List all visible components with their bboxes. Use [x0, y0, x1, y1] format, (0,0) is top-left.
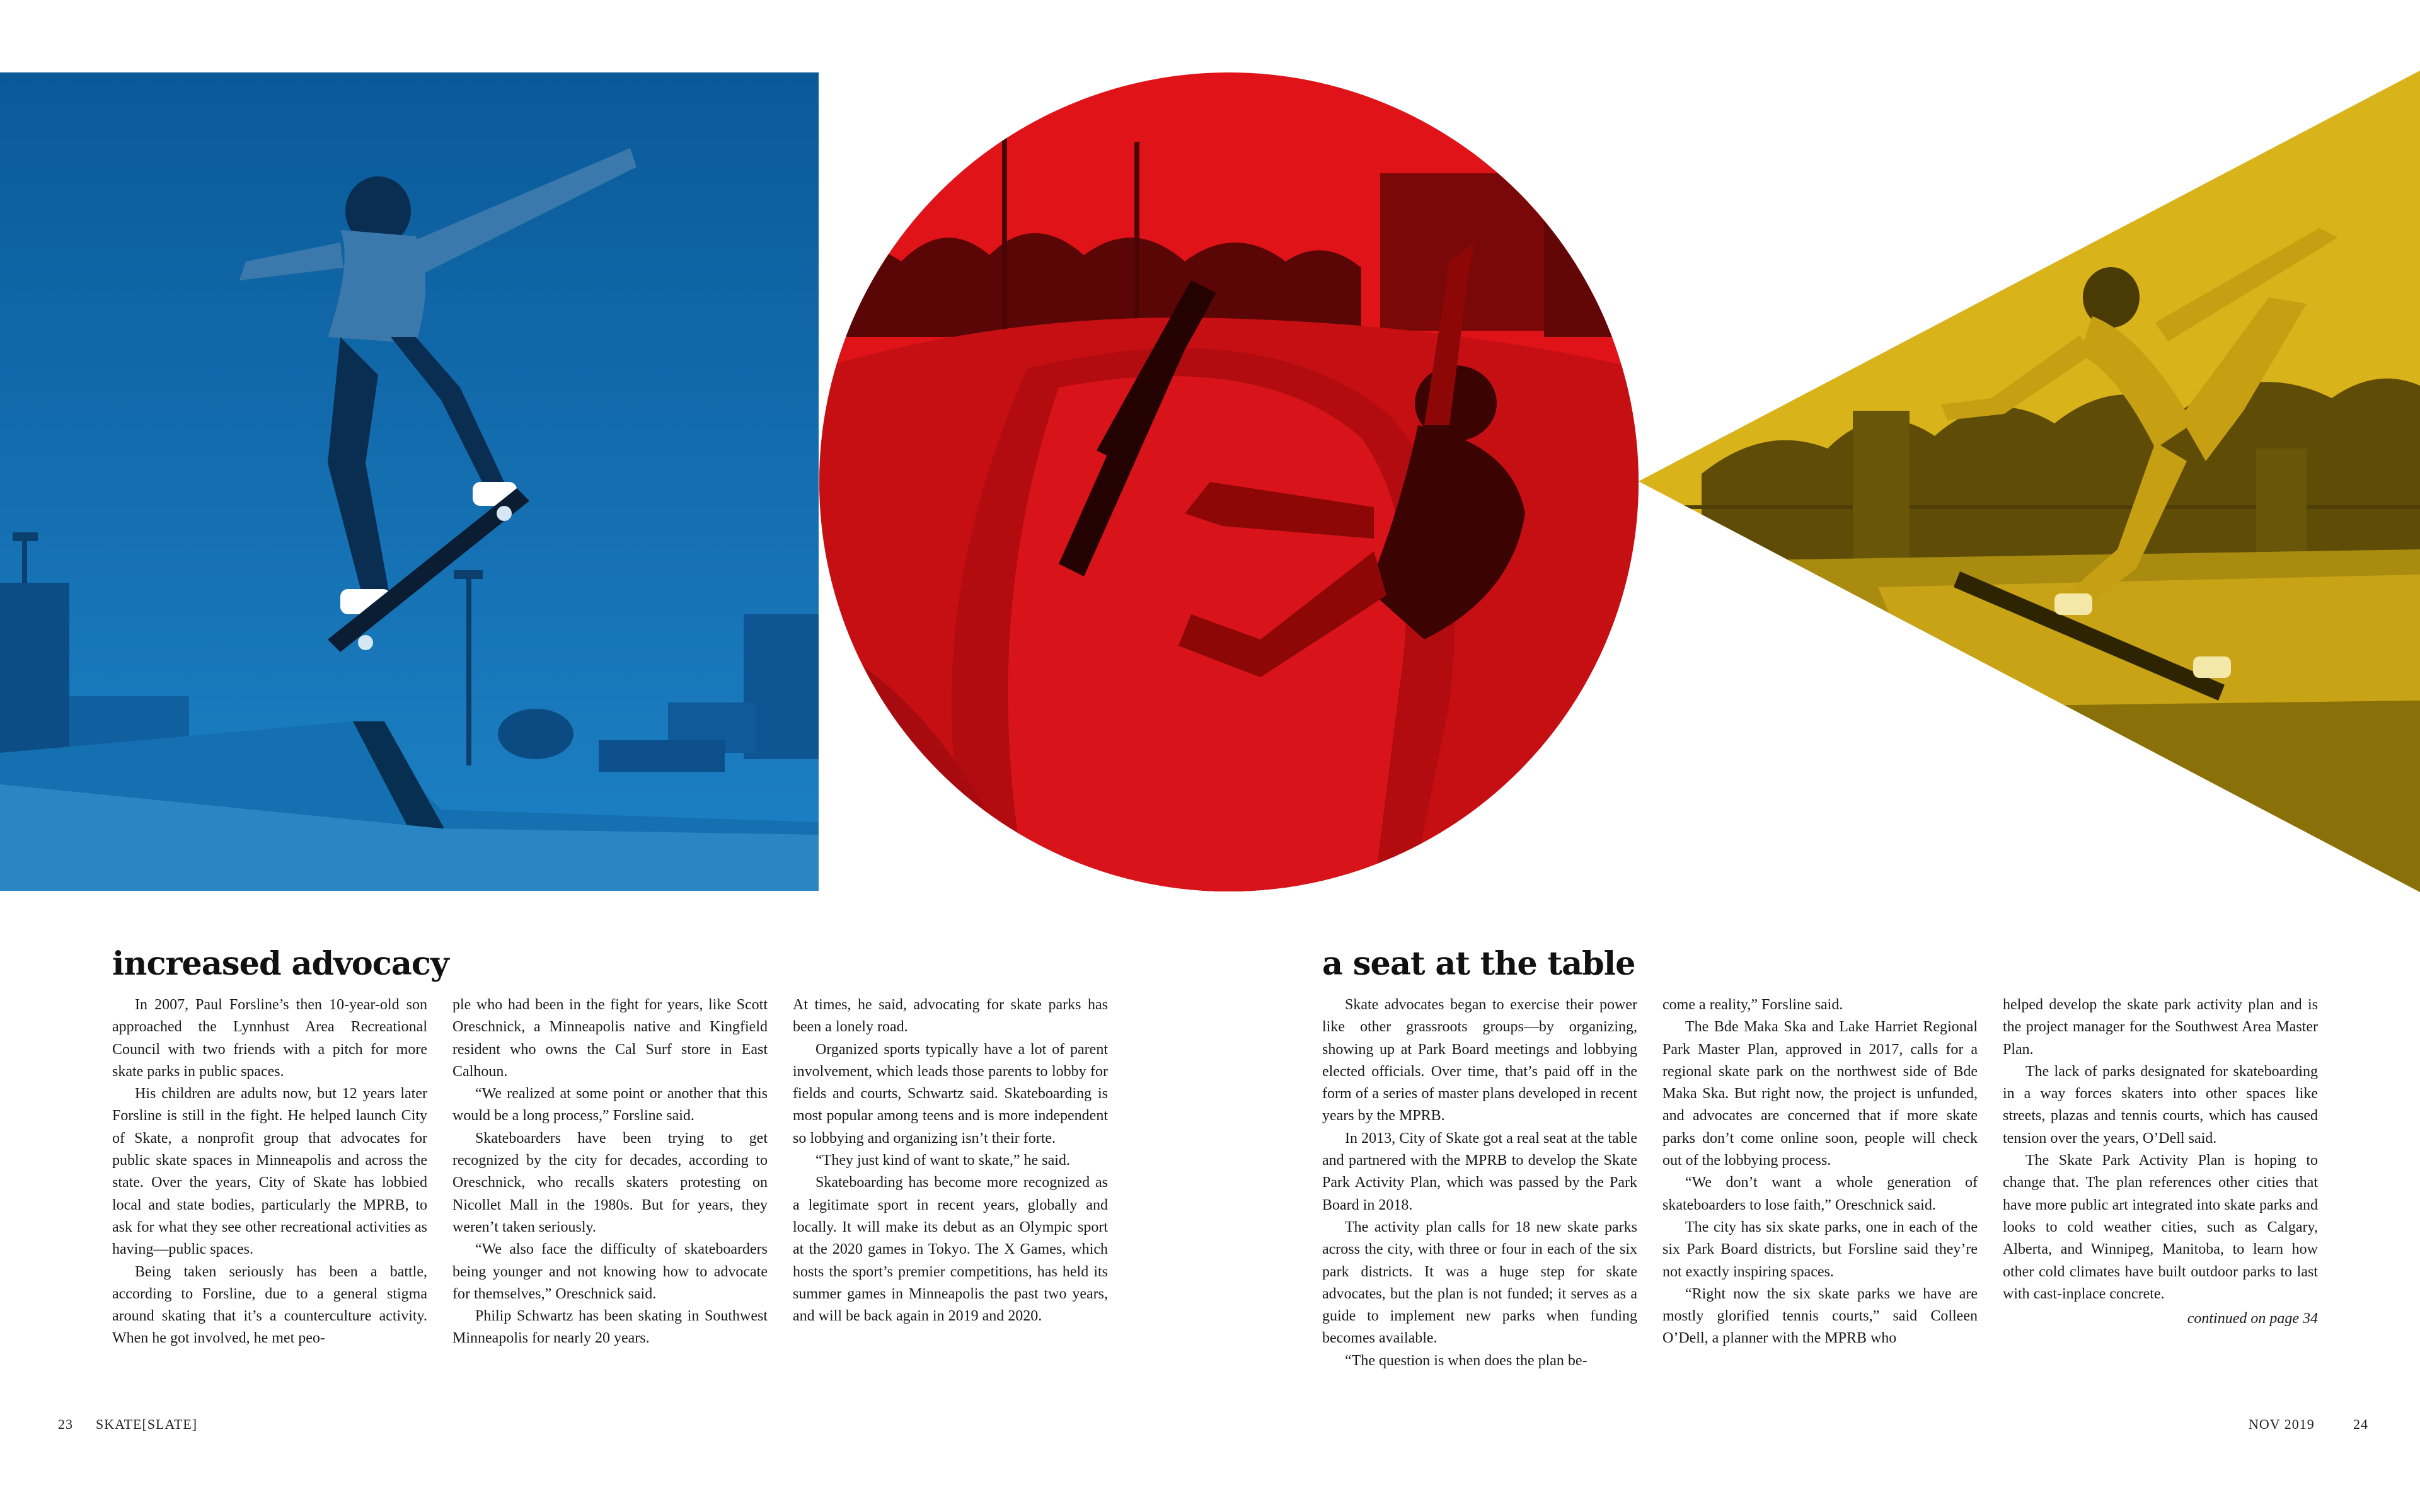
skater-grind-illustration — [1639, 71, 2420, 892]
paragraph: Philip Schwartz has been skating in Southwest Minneapolis for nearly 20 years. — [452, 1308, 768, 1347]
paragraph: “The question is when does the plan be- — [1345, 1352, 1587, 1369]
article-column-5 — [1662, 994, 1978, 1350]
paragraph: The lack of parks designated for skateboarding in a way forces skaters into other spaces like streets, plazas and tennis courts, which has caused tension over the years, O’Dell said. — [2003, 1063, 2318, 1147]
paragraph: His children are adults now, but 12 years later Forsline is still in the fight. He helped launch City of Skate, a nonprofit group that advocates for public skate spaces in Minneapolis and across the state. Over the years, City of Skate has lobbied local and state bodies, particularly the MPRB, to ask for what they see other recreational activities as having—public spaces. — [112, 1085, 427, 1258]
paragraph: come a reality,” Forsline said. — [1662, 997, 1843, 1013]
article-column-2 — [452, 994, 768, 1350]
article-column-6 — [2003, 994, 2318, 1330]
article-column-4 — [1322, 994, 1637, 1372]
paragraph: Skateboarders have been trying to get recognized by the city for decades, according to Oreschnick, who recalls skaters protesting on Nicollet Mall in the 1980s. But for years, they weren’t taken seriously. — [452, 1130, 768, 1235]
section-heading-increased-advocacy: increased advocacy — [112, 945, 449, 983]
paragraph: In 2013, City of Skate got a real seat at the table and partnered with the MPRB to develop the Skate Park Activity Plan, which was passed by the Park Board in 2018. — [1322, 1130, 1637, 1213]
photo-skater-grind — [1639, 71, 2420, 892]
issue-date: NOV 2019 — [2249, 1416, 2315, 1432]
page-number-left: 23 — [58, 1416, 73, 1432]
paragraph: “We don’t want a whole generation of skateboarders to lose faith,” Oreschnick said. — [1662, 1174, 1978, 1213]
photo-skater-bowl — [819, 72, 1639, 891]
skater-jump-illustration — [0, 72, 819, 891]
paragraph: Being taken seriously has been a battle, according to Forsline, due to a general stigma around skating that it’s a counterculture activity. When he got involved, he met peo- — [112, 1263, 427, 1347]
paragraph: Skateboarding has become more recognized as a legitimate sport in recent years, globally and locally. It will make its debut as an Olympic sport at the 2020 games in Tokyo. The X Games, which hosts the sport’s premier competitions, has held its summer games in Minneapolis the past two years, and will be back again in 2019 and 2020. — [793, 1174, 1108, 1325]
paragraph: Skate advocates began to exercise their power like other grassroots groups—by organizing, showing up at Park Board meetings and lobbying elected officials. Over time, that’s paid off in the form of a series of master plans developed in recent years by the MPRB. — [1322, 997, 1637, 1125]
section-heading-seat-at-the-table: a seat at the table — [1322, 945, 1635, 983]
paragraph: helped develop the skate park activity plan and is the project manager for the Southwest Area Master Plan. — [2003, 997, 2318, 1058]
paragraph: At times, he said, advocating for skate parks has been a lonely road. — [793, 997, 1108, 1036]
paragraph: “They just kind of want to skate,” he said. — [815, 1152, 1070, 1169]
paragraph: “Right now the six skate parks we have are mostly glorified tennis courts,” said Colleen O’Dell, a planner with the MPRB who — [1662, 1285, 1978, 1347]
paragraph: In 2007, Paul Forsline’s then 10-year-old son approached the Lynnhust Area Recreational Council with two friends with a pitch for more skate parks in public spaces. — [112, 997, 427, 1080]
continued-note: continued on page 34 — [2187, 1310, 2318, 1327]
paragraph: “We also face the difficulty of skateboarders being younger and not knowing how to advocate for themselves,” Oreschnick said. — [452, 1241, 768, 1302]
paragraph: Organized sports typically have a lot of parent involvement, which leads those parents to lobby for fields and courts, Schwartz said. Skateboarding is most popular among teens and is more independent so lobbying and organizing isn’t their forte. — [793, 1041, 1108, 1147]
paragraph: The city has six skate parks, one in each of the six Park Board districts, but Forsline said they’re not exactly inspiring spaces. — [1662, 1218, 1978, 1280]
paragraph: The Skate Park Activity Plan is hoping to change that. The plan references other cities that have more public art integrated into skate parks and looks to cold weather cities, such as Calgary, Alberta, and Winnipeg, Manitoba, to learn how other cold climates have built outdoor parks to last with cast-inplace concrete. — [2003, 1152, 2318, 1302]
page-number-right: 24 — [2353, 1416, 2368, 1432]
photo-skater-kickflip — [0, 72, 819, 891]
paragraph: “We realized at some point or another that this would be a long process,” Forsline said. — [452, 1085, 768, 1125]
magazine-title: SKATE[SLATE] — [96, 1416, 198, 1432]
article-column-3 — [793, 994, 1108, 1327]
skater-bowl-illustration — [819, 72, 1639, 891]
paragraph: ple who had been in the fight for years, like Scott Oreschnick, a Minneapolis native and Kingfield resident who owns the Cal Surf store in East Calhoun. — [452, 997, 768, 1080]
paragraph: The activity plan calls for 18 new skate parks across the city, with three or four in each of the six park districts. It was a huge step for skate advocates, but the plan is not funded; it serves as a guide to implement new parks when funding becomes available. — [1322, 1218, 1637, 1347]
article-column-1 — [112, 994, 427, 1350]
paragraph: The Bde Maka Ska and Lake Harriet Regional Park Master Plan, approved in 2017, calls for a regional skate park on the northwest side of Bde Maka Ska. But right now, the project is unfunded, and advocates are concerned that if more skate parks don’t come online soon, people will check out of the lobbying process. — [1662, 1019, 1978, 1169]
